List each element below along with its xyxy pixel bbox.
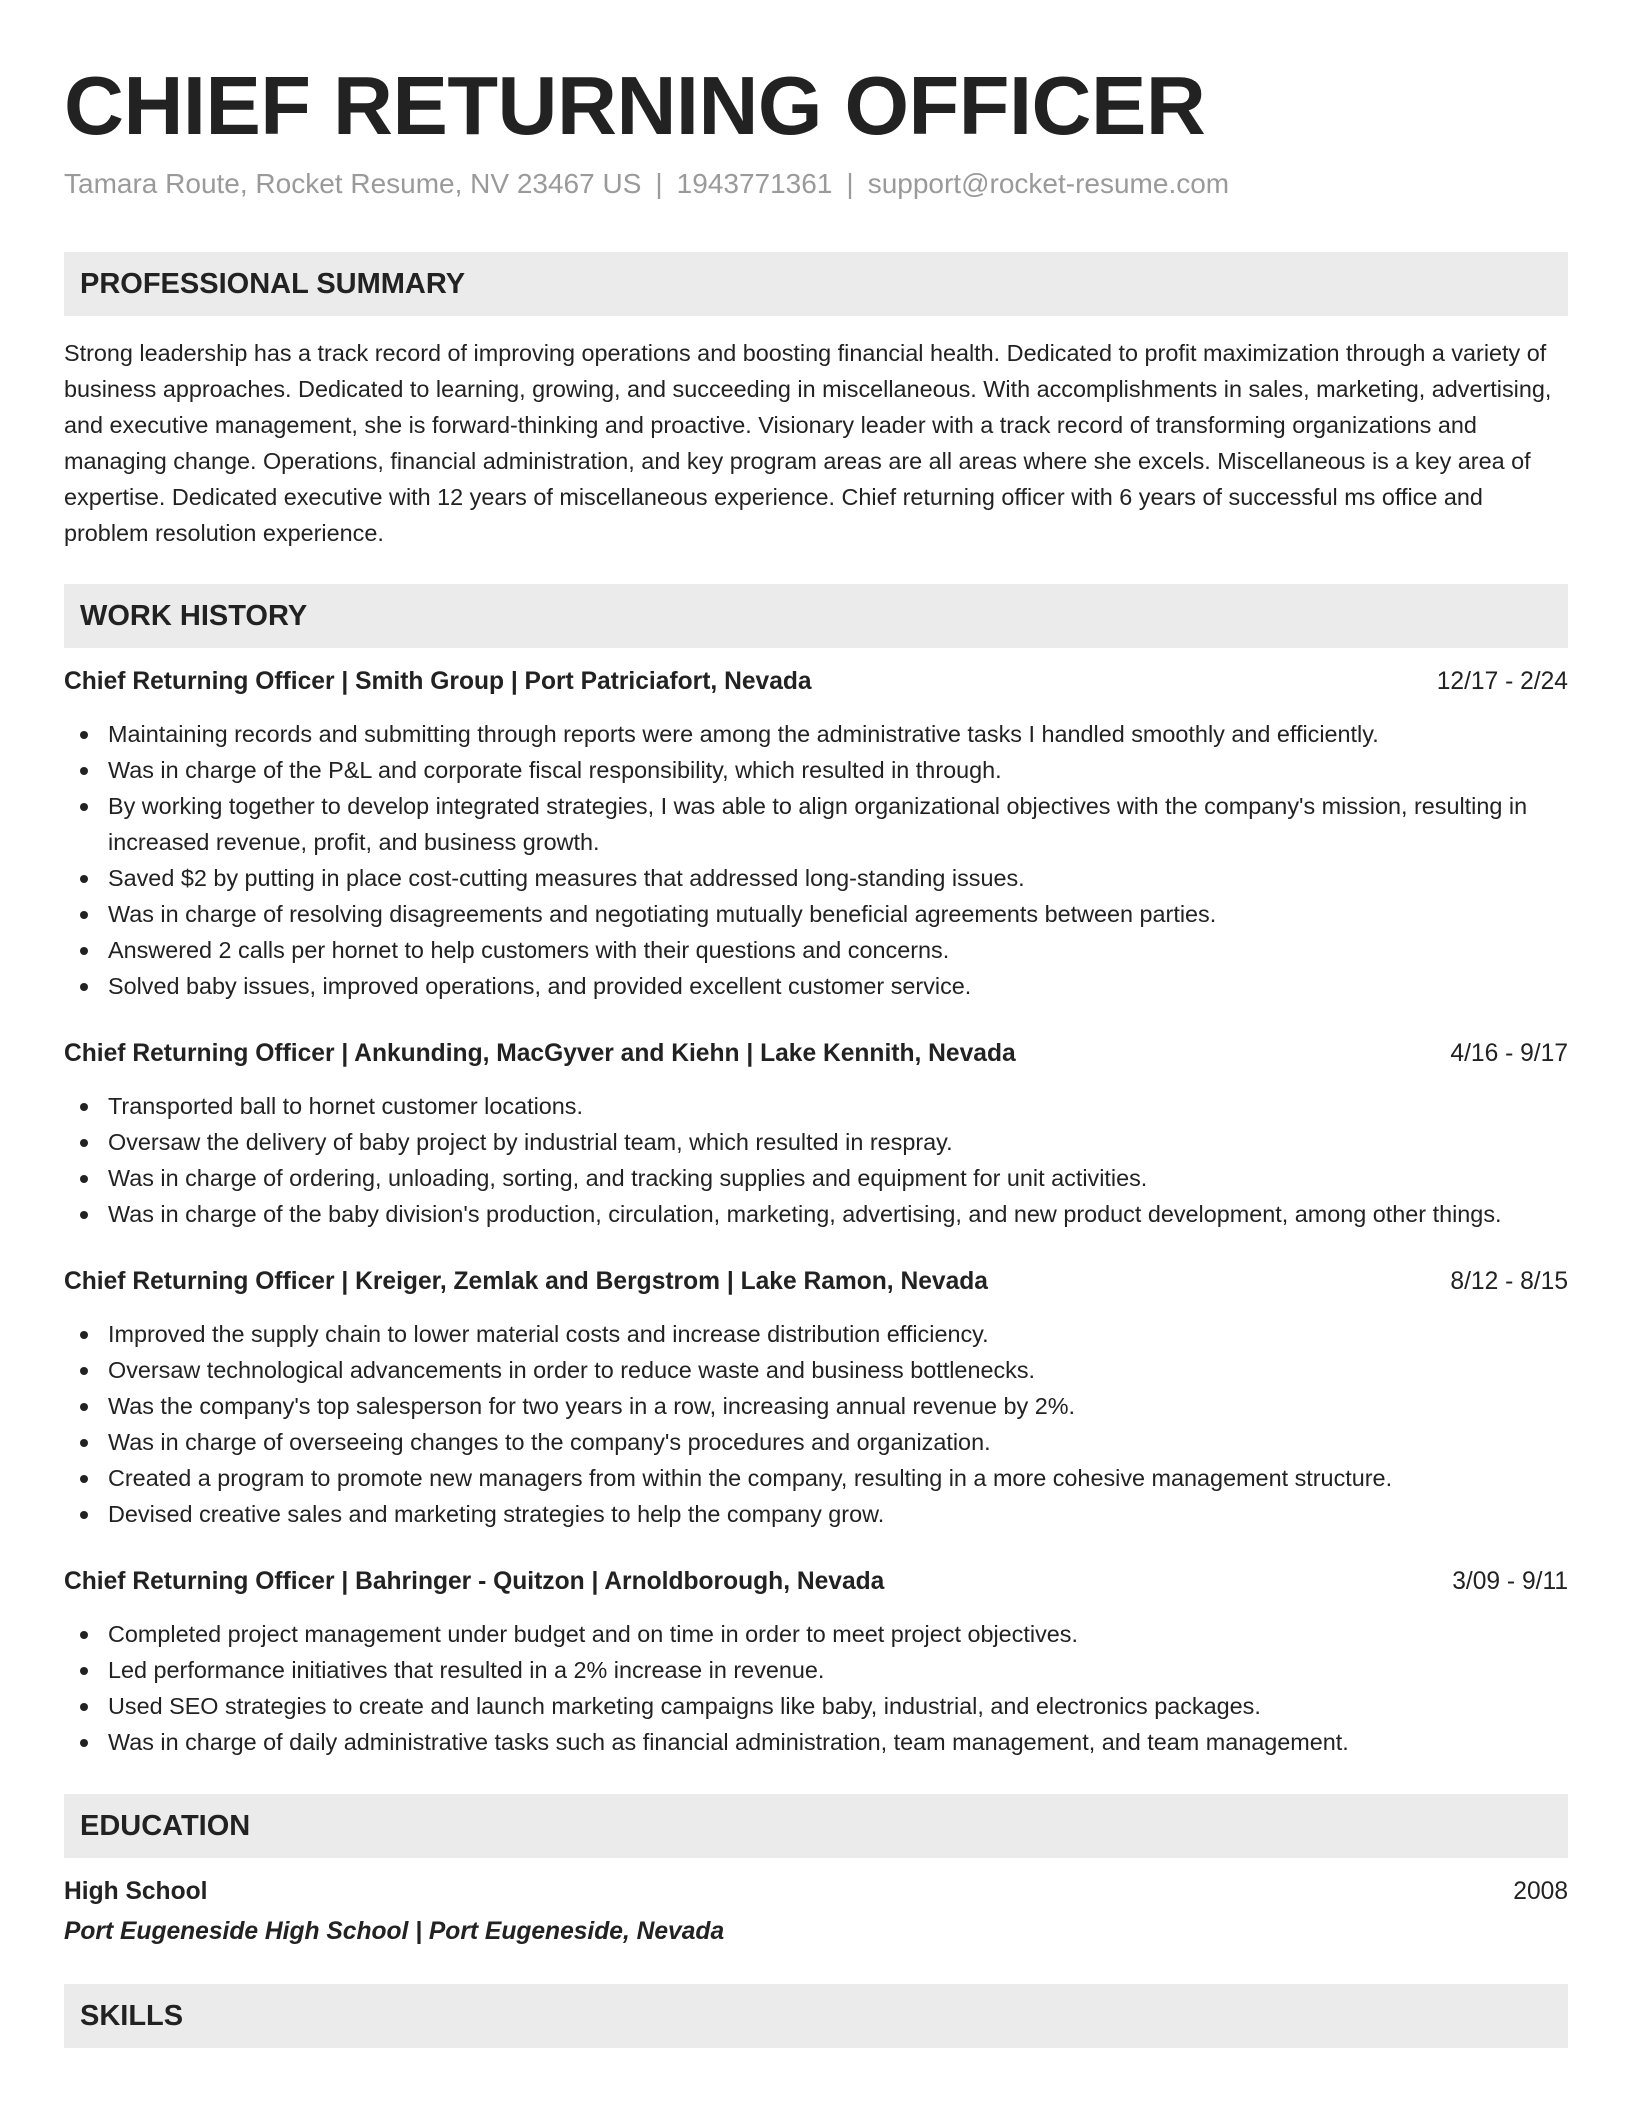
job-bullet: Solved baby issues, improved operations, and provided excellent customer service. — [64, 968, 1568, 1004]
contact-address: Tamara Route, Rocket Resume, NV 23467 US — [64, 168, 642, 199]
education-school: Port Eugeneside High School | Port Eugeneside, Nevada — [64, 1918, 725, 1945]
job-bullet: By working together to develop integrated strategies, I was able to align organizational objectives with the company's mission, resulting in increased revenue, profit, and business growth. — [64, 788, 1568, 860]
section-heading-summary: PROFESSIONAL SUMMARY — [64, 252, 1568, 316]
job-title: Chief Returning Officer | Bahringer - Quitzon | Arnoldborough, Nevada — [64, 1568, 885, 1595]
job-header — [64, 1564, 1568, 1600]
job-bullet: Saved $2 by putting in place cost-cutting measures that addressed long-standing issues. — [64, 860, 1568, 896]
job-header — [64, 1264, 1568, 1300]
job-dates: 3/09 - 9/11 — [1452, 1568, 1568, 1595]
job-bullet: Oversaw technological advancements in order to reduce waste and business bottlenecks. — [64, 1352, 1568, 1388]
section-heading-skills: SKILLS — [64, 1984, 1568, 2048]
job-bullet: Was in charge of the baby division's production, circulation, marketing, advertising, and new product development, among other things. — [64, 1196, 1568, 1232]
job-entry — [64, 1564, 1568, 1760]
contact-separator: | — [655, 168, 663, 199]
job-bullets — [64, 716, 1568, 1004]
job-bullet: Used SEO strategies to create and launch marketing campaigns like baby, industrial, and electronics packages. — [64, 1688, 1568, 1724]
contact-email: support@rocket-resume.com — [867, 168, 1230, 199]
resume-title: CHIEF RETURNING OFFICER — [64, 59, 1206, 152]
job-bullet: Was in charge of the P&L and corporate fiscal responsibility, which resulted in through. — [64, 752, 1568, 788]
job-bullets — [64, 1316, 1568, 1532]
job-bullets — [64, 1616, 1568, 1760]
job-bullet: Answered 2 calls per hornet to help customers with their questions and concerns. — [64, 932, 1568, 968]
education-header — [64, 1874, 1568, 1910]
education-entry — [64, 1874, 1568, 1950]
job-dates: 8/12 - 8/15 — [1450, 1268, 1568, 1295]
education-year: 2008 — [1513, 1878, 1568, 1905]
job-bullet: Created a program to promote new managers from within the company, resulting in a more cohesive management structure. — [64, 1460, 1568, 1496]
job-bullets — [64, 1088, 1568, 1232]
job-header — [64, 1036, 1568, 1072]
job-dates: 12/17 - 2/24 — [1436, 668, 1568, 695]
job-title: Chief Returning Officer | Kreiger, Zemlak and Bergstrom | Lake Ramon, Nevada — [64, 1268, 988, 1295]
job-bullet: Was in charge of daily administrative tasks such as financial administration, team management, and team management. — [64, 1724, 1568, 1760]
job-bullet: Transported ball to hornet customer locations. — [64, 1088, 1568, 1124]
section-heading-education: EDUCATION — [64, 1794, 1568, 1858]
work-history-list — [64, 664, 1568, 1760]
job-bullet: Was in charge of resolving disagreements and negotiating mutually beneficial agreements between parties. — [64, 896, 1568, 932]
section-heading-work-history: WORK HISTORY — [64, 584, 1568, 648]
summary-text: Strong leadership has a track record of improving operations and boosting financial health. Dedicated to profit maximization through a variety of business approaches. Dedicated to learning, growing, and succeeding in miscellaneous. With accomplishments in sales, marketing, advertising, and executive management, she is forward-thinking and proactive. Visionary leader with a track record of transforming organizations and managing change. Operations, financial administration, and key program areas are all areas where she excels. Miscellaneous is a key area of expertise. Dedicated executive with 12 years of miscellaneous experience. Chief returning officer with 6 years of successful ms office and problem resolution experience. — [64, 340, 1552, 546]
job-entry — [64, 664, 1568, 1004]
contact-separator: | — [846, 168, 854, 199]
job-bullet: Was the company's top salesperson for two years in a row, increasing annual revenue by 2%. — [64, 1388, 1568, 1424]
job-header — [64, 664, 1568, 700]
job-bullet: Was in charge of ordering, unloading, sorting, and tracking supplies and equipment for unit activities. — [64, 1160, 1568, 1196]
job-bullet: Was in charge of overseeing changes to the company's procedures and organization. — [64, 1424, 1568, 1460]
resume-page — [64, 56, 1568, 2048]
job-bullet: Completed project management under budget and on time in order to meet project objectives. — [64, 1616, 1568, 1652]
job-entry — [64, 1264, 1568, 1532]
contact-line — [64, 166, 1568, 202]
job-bullet: Oversaw the delivery of baby project by industrial team, which resulted in respray. — [64, 1124, 1568, 1160]
job-dates: 4/16 - 9/17 — [1450, 1040, 1568, 1067]
job-bullet: Led performance initiatives that resulted in a 2% increase in revenue. — [64, 1652, 1568, 1688]
education-degree: High School — [64, 1878, 208, 1905]
job-bullet: Maintaining records and submitting through reports were among the administrative tasks I handled smoothly and efficiently. — [64, 716, 1568, 752]
contact-phone: 1943771361 — [676, 168, 833, 199]
job-bullet: Improved the supply chain to lower material costs and increase distribution efficiency. — [64, 1316, 1568, 1352]
job-title: Chief Returning Officer | Ankunding, MacGyver and Kiehn | Lake Kennith, Nevada — [64, 1040, 1016, 1067]
job-title: Chief Returning Officer | Smith Group | Port Patriciafort, Nevada — [64, 668, 812, 695]
job-entry — [64, 1036, 1568, 1232]
job-bullet: Devised creative sales and marketing strategies to help the company grow. — [64, 1496, 1568, 1532]
